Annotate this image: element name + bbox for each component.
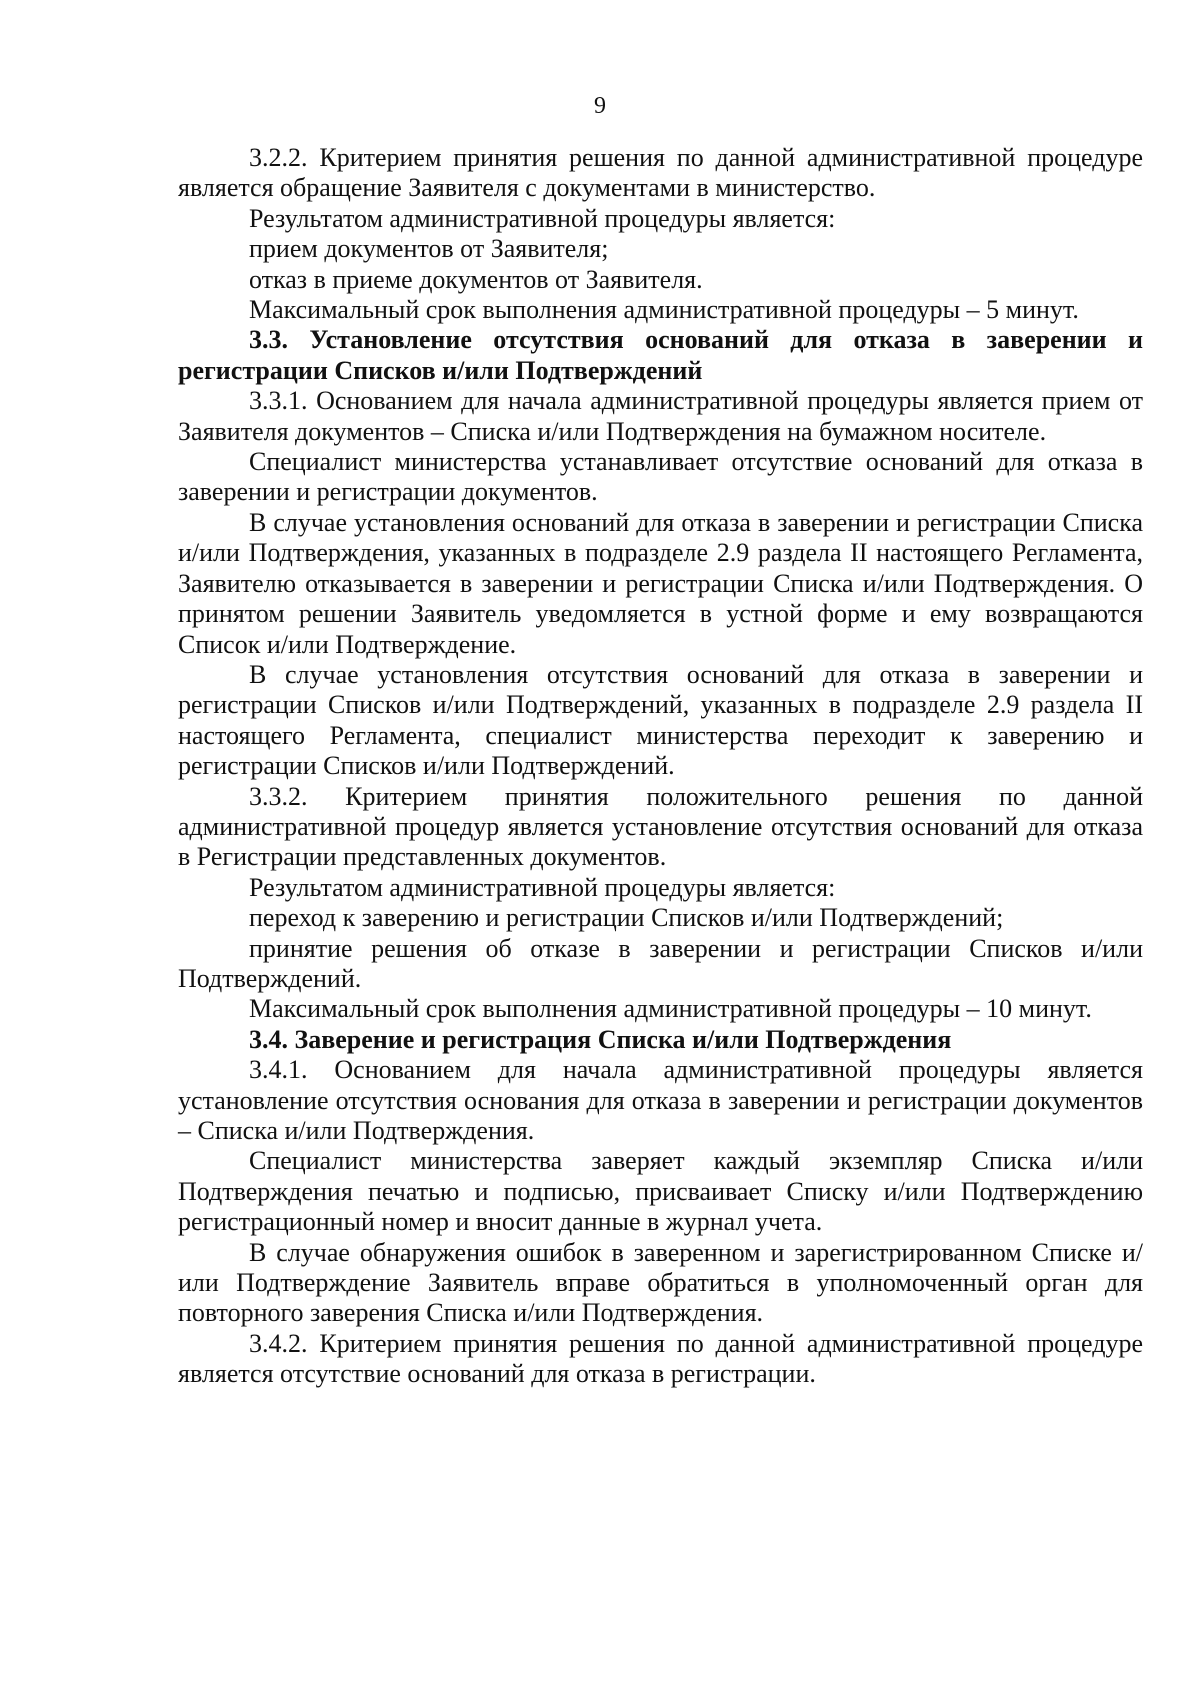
paragraph-result-intro-2: Результатом административной процедуры является: bbox=[249, 872, 836, 902]
paragraph-specialist-certifies: Специалист министерства заверяет каждый экземпляр Списка и/или Подтверждения печатью и подписью, присваивает Списку и/или Подтверждению регистрационный номер и вносит данные в журнал учета. bbox=[178, 1146, 1143, 1237]
paragraph-max-term-10: Максимальный срок выполнения административной процедуры – 10 минут. bbox=[249, 994, 1092, 1024]
paragraph-3-4-1: 3.4.1. Основанием для начала административной процедуры является установление отсутствия основания для отказа в заверении и регистрации документов – Списка и/или Подтверждения. bbox=[178, 1055, 1143, 1145]
paragraph-grounds-found: В случае установления оснований для отказа в заверении и регистрации Списка и/или Подтверждения, указанных в подразделе 2.9 раздела II настоящего Регламента, Заявителю отказывается в заверении и регистрации Списка и/или Подтверждения. О принятом решении Заявитель уведомляется в устной форме и ему возвращаются Список и/или Подтверждение. bbox=[178, 507, 1143, 659]
paragraph-3-2-2: 3.2.2. Критерием принятия решения по данной административной процедуре является обращение Заявителя с документами в министерство. bbox=[178, 143, 1143, 203]
paragraph-result-item-refuse: отказ в приеме документов от Заявителя. bbox=[249, 264, 703, 294]
paragraph-result-item-refusal-decision: принятие решения об отказе в заверении и регистрации Списков и/или Подтверждений. bbox=[178, 933, 1143, 993]
paragraph-errors-found: В случае обнаружения ошибок в заверенном и зарегистрированном Списке и/или Подтверждение Заявитель вправе обратиться в уполномоченный орган для повторного заверения Списка и/или Подтверждения. bbox=[178, 1237, 1143, 1328]
document-body bbox=[178, 143, 1143, 1390]
paragraph-result-item-accept: прием документов от Заявителя; bbox=[249, 234, 609, 264]
section-heading-3-3: 3.3. Установление отсутствия оснований для отказа в заверении и регистрации Списков и/или Подтверждений bbox=[178, 325, 1143, 385]
paragraph-max-term-5: Максимальный срок выполнения административной процедуры – 5 минут. bbox=[249, 295, 1079, 325]
paragraph-result-intro: Результатом административной процедуры является: bbox=[249, 203, 836, 233]
section-heading-3-4: 3.4. Заверение и регистрация Списка и/или Подтверждения bbox=[249, 1024, 952, 1054]
paragraph-result-item-transition: переход к заверению и регистрации Списков и/или Подтверждений; bbox=[249, 903, 1004, 933]
paragraph-3-4-2: 3.4.2. Критерием принятия решения по данной административной процедуре является отсутствие оснований для отказа в регистрации. bbox=[178, 1328, 1143, 1389]
paragraph-3-3-1: 3.3.1. Основанием для начала административной процедуры является прием от Заявителя документов – Списка и/или Подтверждения на бумажном носителе. bbox=[178, 386, 1143, 446]
paragraph-specialist-establishes: Специалист министерства устанавливает отсутствие оснований для отказа в заверении и регистрации документов. bbox=[178, 447, 1143, 507]
paragraph-3-3-2: 3.3.2. Критерием принятия положительного решения по данной административной процедур является установление отсутствия оснований для отказа в Регистрации представленных документов. bbox=[178, 781, 1143, 872]
page-number: 9 bbox=[594, 93, 606, 119]
paragraph-grounds-absent: В случае установления отсутствия оснований для отказа в заверении и регистрации Списков и/или Подтверждений, указанных в подразделе 2.9 раздела II настоящего Регламента, специалист министерства переходит к заверению и регистрации Списков и/или Подтверждений. bbox=[178, 659, 1143, 781]
